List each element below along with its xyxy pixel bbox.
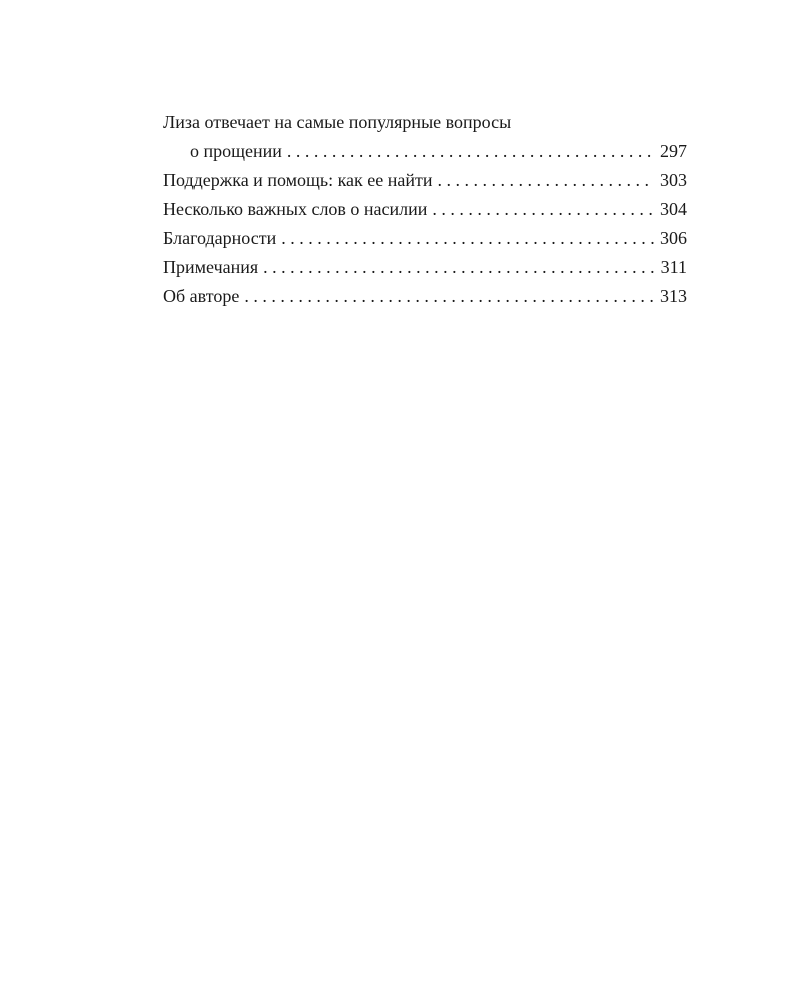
toc-entry-title: Об авторе <box>163 286 240 306</box>
dot-leader <box>432 195 654 224</box>
dot-leader <box>263 253 655 282</box>
toc-entry[interactable] <box>163 195 687 224</box>
dot-leader <box>281 224 654 253</box>
dot-leader <box>438 166 654 195</box>
toc-entry-title-line1: Лиза отвечает на самые популярные вопросы <box>163 112 512 132</box>
toc-entry-title: Поддержка и помощь: как ее найти <box>163 170 433 190</box>
toc-entry-line <box>163 282 687 311</box>
toc-entry-page: 297 <box>660 141 687 161</box>
toc-entry-page: 306 <box>660 228 687 248</box>
toc-entry-line <box>163 166 687 195</box>
toc-entry[interactable] <box>163 282 687 311</box>
dot-leader <box>287 137 654 166</box>
toc-entry-page: 313 <box>660 286 687 306</box>
toc-entry-title: Благодарности <box>163 228 277 248</box>
toc-entry-line <box>163 195 687 224</box>
toc-entry[interactable] <box>163 253 687 282</box>
toc-entry[interactable] <box>163 224 687 253</box>
toc-entry-page: 311 <box>660 257 687 277</box>
toc-entry[interactable] <box>163 166 687 195</box>
toc-entry-line <box>163 137 687 166</box>
dot-leader <box>244 282 654 311</box>
toc-entry-title: о прощении <box>190 141 282 161</box>
toc-entry-title: Примечания <box>163 257 259 277</box>
toc-entry-line <box>163 224 687 253</box>
toc-entry-title: Несколько важных слов о насилии <box>163 199 428 219</box>
table-of-contents <box>163 108 687 311</box>
toc-entry[interactable] <box>163 108 687 166</box>
toc-entry-line <box>163 253 687 282</box>
toc-entry-page: 304 <box>660 199 687 219</box>
toc-entry-page: 303 <box>660 170 687 190</box>
